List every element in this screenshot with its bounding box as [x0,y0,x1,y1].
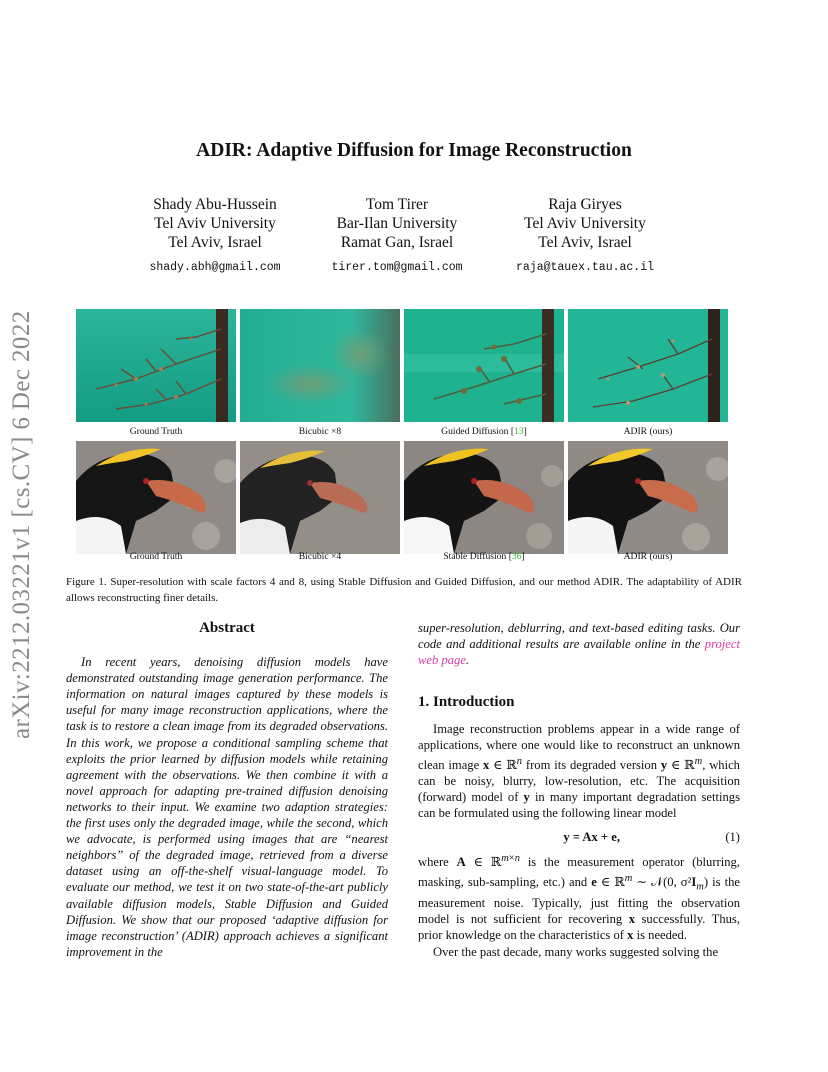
section-heading-introduction: 1. Introduction [418,694,515,711]
figure-row-penguins [76,441,728,554]
author-name: Raja Giryes [548,196,622,213]
penguin-ground-truth-image [76,441,236,554]
figure-row1-labels [76,426,728,437]
arxiv-stamp: arXiv:2212.03221v1 [cs.CV] 6 Dec 2022 [8,310,35,740]
author-location: Tel Aviv, Israel [168,234,262,251]
author-affiliation: Tel Aviv University [154,215,276,232]
author-email[interactable]: shady.abh@gmail.com [149,261,281,274]
intro-paragraph-2: where A ∈ ℝ$^{m\times n}$ is the measurement operator (blurring, masking, sub-sampling, etc.) and e ∈ ℝ$^m$ ∼ 𝒩(0, $\sigma^2I_m$) is the measurement noise. Typically, just fitting the observation model is not sufficient for recovering x successfully. Thus, prior knowledge on the characteristics of x is needed. [418,853,740,943]
citation-link[interactable]: 36 [511,551,522,562]
figure-caption: Figure 1. Super-resolution with scale factors 4 and 8, using Stable Diffusion and Guided Diffusion, and our method ADIR. The adaptability of ADIR allows reconstructing finer details. [66,576,742,604]
author-2 [297,195,497,277]
label-adir: ADIR (ours) [623,551,673,562]
penguin-bicubic-image [240,441,400,554]
label-bicubic-x8: Bicubic ×8 [298,426,342,437]
penguin-stable-diffusion-image [404,441,564,554]
tree-ground-truth-image [76,309,236,422]
label-ground-truth: Ground Truth [129,551,183,562]
author-name: Shady Abu-Hussein [153,196,277,213]
tree-guided-diffusion-image [404,309,564,422]
label-bicubic-x4: Bicubic ×4 [298,551,342,562]
author-location: Tel Aviv, Israel [538,234,632,251]
tree-adir-image [568,309,728,422]
author-affiliation: Bar-Ilan University [336,215,458,232]
right-column [418,620,740,960]
author-1 [115,195,315,277]
penguin-adir-image [568,441,728,554]
author-email[interactable]: raja@tauex.tau.ac.il [515,261,655,274]
figure-row2-labels [76,551,728,562]
intro-paragraph-3: Over the past decade, many works suggested solving the [433,944,719,959]
project-page-link[interactable]: project web page [418,637,740,668]
author-affiliation: Tel Aviv University [524,215,646,232]
label-adir: ADIR (ours) [623,426,673,437]
equation-body: y = Ax + e, [563,830,620,845]
label-ground-truth: Ground Truth [129,426,183,437]
author-3 [485,195,685,277]
abstract-text: In recent years, denoising diffusion models have demonstrated outstanding image generation performance. The information on natural images captured by these models is useful for many image reconstruction applications, where the task is to restore a clean image from its degraded observations. In this work, we propose a conditional sampling scheme that exploits the prior learned by diffusion models while retaining agreement with the observations. We then combine it with a novel approach for adapting pre-trained diffusion denoising networks to their input. We examine two adaption strategies: the first uses only the degraded image, while the second, which we advocate, is performed using images that are “nearest neighbors” of the degraded image, retrieved from a diverse dataset using an off-the-shelf visual-language model. To evaluate our method, we test it on two state-of-the-art publicly available diffusion models, Stable Diffusion and Guided Diffusion. We show that our proposed ‘adaptive diffusion for image reconstruction’ (ADIR) approach achieves a significant improvement in the [66,655,388,959]
author-location: Ramat Gan, Israel [340,234,454,251]
author-email[interactable]: tirer.tom@gmail.com [331,261,463,274]
paper-title: ADIR: Adaptive Diffusion for Image Reconstruction [196,140,632,161]
intro-paragraph-1: Image reconstruction problems appear in a wide range of applications, where one would like to reconstruct an unknown clean image x ∈ ℝ$^n$ from its degraded version y ∈ ℝ$^m$, which can be noisy, blurry, low-resolution, etc. The acquisition (forward) model of y in many important degradation settings can be formulated using the following linear model [418,722,741,821]
author-name: Tom Tirer [365,196,429,213]
label-stable-diffusion: Stable Diffusion [36] [443,551,525,562]
tree-bicubic-image [240,309,400,422]
equation-1 [418,829,740,845]
label-guided-diffusion: Guided Diffusion [13] [441,426,527,437]
abstract-heading: Abstract [199,620,255,636]
figure-row-trees [76,309,728,422]
abstract-continued: super-resolution, deblurring, and text-based editing tasks. Our code and additional results are available online in the project web page. [418,621,740,668]
citation-link[interactable]: 13 [514,426,524,437]
equation-number: (1) [725,830,740,845]
left-column [66,620,388,960]
